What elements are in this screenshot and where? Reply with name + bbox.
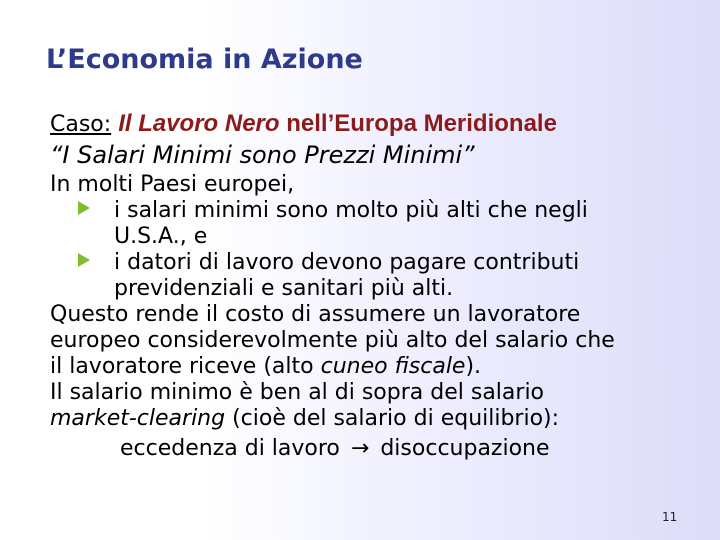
- italic-term: cuneo fiscale: [320, 354, 466, 379]
- slide-body: [50, 108, 690, 462]
- italic-term: market-clearing: [50, 406, 226, 431]
- case-title-italic: Il Lavoro Nero: [118, 110, 280, 137]
- text-span: il lavoratore riceve (alto: [50, 354, 321, 379]
- conclusion-line: [50, 436, 690, 462]
- case-title-rest: nell’Europa Meridionale: [279, 110, 557, 137]
- text-span: (cioè del salario di equilibrio):: [225, 406, 560, 431]
- paragraph-line: europeo considerevolmente più alto del salario che: [50, 328, 615, 353]
- bullet-text: i datori di lavoro devono pagare contributi: [114, 250, 580, 275]
- page-number: 11: [662, 510, 678, 524]
- bullet-continuation: previdenziali e sanitari più alti.: [114, 276, 454, 301]
- case-label: Caso:: [50, 112, 112, 137]
- bullet-item: [50, 198, 690, 224]
- conclusion-left: eccedenza di lavoro: [120, 436, 340, 461]
- bullet-continuation: U.S.A., e: [114, 224, 208, 249]
- arrow-bullet-icon: [78, 253, 90, 267]
- bullet-item: [50, 250, 690, 276]
- paragraph-line: Il salario minimo è ben al di sopra del salario: [50, 380, 545, 405]
- slide-title: L’Economia in Azione: [46, 44, 363, 75]
- intro-text: In molti Paesi europei,: [50, 172, 295, 197]
- conclusion-right: disoccupazione: [380, 436, 550, 461]
- paragraph-line: [50, 406, 690, 432]
- right-arrow-icon: →: [350, 436, 370, 461]
- case-heading: [50, 108, 690, 140]
- paragraph-line: Questo rende il costo di assumere un lavoratore: [50, 302, 581, 327]
- paragraph-line: [50, 354, 690, 380]
- case-title: [118, 110, 557, 137]
- case-quote: “I Salari Minimi sono Prezzi Minimi”: [50, 141, 475, 169]
- arrow-bullet-icon: [78, 201, 90, 215]
- bullet-text: i salari minimi sono molto più alti che negli: [114, 198, 588, 223]
- text-span: ).: [465, 354, 482, 379]
